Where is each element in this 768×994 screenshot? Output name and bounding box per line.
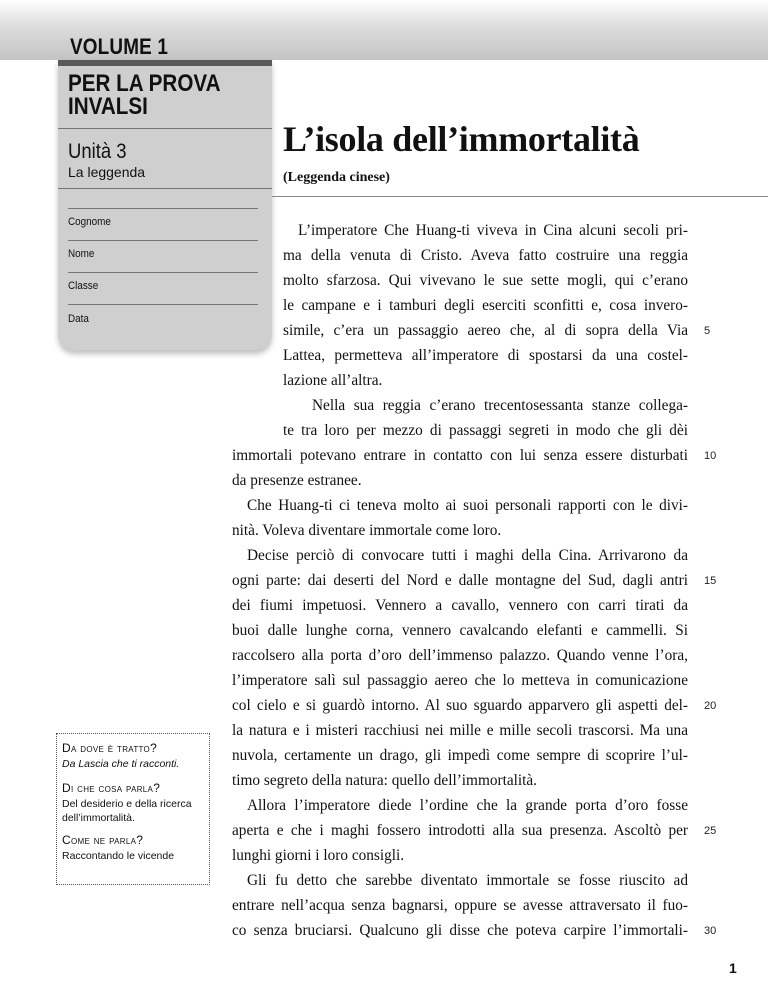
text-line: Allora l’imperatore diede l’ordine che la grande porta d’oro fosse xyxy=(247,797,688,814)
text-line: entrare nell’acqua senza bagnarsi, oppure se avesse attraversato il fuo- xyxy=(232,897,688,914)
text-line: molto sfarzosa. Qui vivevano le sue sette mogli, qui c’erano xyxy=(283,272,688,289)
text-line: la natura e i misteri racchiusi nei mille e mille secoli trascorsi. Ma una xyxy=(232,722,688,739)
text-line: co senza bruciarsi. Qualcuno gli disse che poteva carpire l’immortali- xyxy=(232,922,688,939)
line-number: 5 xyxy=(704,325,711,337)
text-line: nità. Voleva diventare immortale come loro. xyxy=(232,522,502,539)
text-line: ma della venuta di Cristo. Aveva fatto costruire una reggia xyxy=(283,247,688,264)
title-rule xyxy=(272,196,768,197)
info-answer-method: Raccontando le vicende xyxy=(62,850,175,862)
text-line: Decise perciò di convocare tutti i maghi della Cina. Arrivarono da xyxy=(247,547,688,564)
text-line: timo segreto della natura: quello dell’immortalità. xyxy=(232,772,537,789)
unit-label: Unità 3 xyxy=(68,140,127,163)
field-data-label: Data xyxy=(68,313,89,325)
text-line: Che Huang-ti ci teneva molto ai suoi personali rapporti con le divi- xyxy=(247,497,688,514)
text-line: simile, c’era un passaggio aereo che, al di sopra della Via xyxy=(283,322,688,339)
field-line xyxy=(68,240,258,241)
field-line xyxy=(68,272,258,273)
field-nome-label: Nome xyxy=(68,248,95,260)
line-number: 25 xyxy=(704,825,717,837)
info-question-source: Da dove è tratto? xyxy=(62,741,158,755)
field-cognome-label: Cognome xyxy=(68,216,111,228)
text-line: da presenze estranee. xyxy=(232,472,362,489)
line-number: 10 xyxy=(704,450,717,462)
info-question-topic: Di che cosa parla? xyxy=(62,781,161,795)
text-line: ogni parte: dai deserti del Nord e dalle montagne del Sud, dagli antri xyxy=(232,572,688,589)
text-line: col cielo e si guardò intorno. Al suo sguardo apparvero gli aspetti del- xyxy=(232,697,688,714)
text-line: Gli fu detto che sarebbe diventato immortale se fosse riuscito ad xyxy=(247,872,688,889)
field-line xyxy=(68,304,258,305)
article-title: L’isola dell’immortalità xyxy=(283,119,640,159)
unit-topic: La leggenda xyxy=(68,164,146,180)
text-line: buoi dalle lunghe corna, vennero cavalcando elefanti e cammelli. Si xyxy=(232,622,688,639)
text-line: nuvola, certamente un drago, gli impedì come sempre di scoprire l’ul- xyxy=(232,747,688,764)
volume-label: VOLUME 1 xyxy=(70,34,169,59)
text-line: lunghi giorni i loro consigli. xyxy=(232,847,405,864)
text-line: lazione all’altra. xyxy=(283,372,383,389)
text-line: Lattea, permetteva all’imperatore di spostarsi da una costel- xyxy=(283,347,688,364)
text-line: le campane e i tamburi degli eserciti sconfitti e, cosa invero- xyxy=(283,297,688,314)
info-question-method: Come ne parla? xyxy=(62,833,144,847)
line-number: 20 xyxy=(704,700,717,712)
field-line xyxy=(68,208,258,209)
sidebar-heading: PER LA PROVA INVALSI xyxy=(68,70,220,120)
sidebar-top-rule xyxy=(58,60,272,66)
text-line: aperta e che i maghi fossero introdotti alla sua presenza. Ascoltò per xyxy=(232,822,688,839)
line-number: 30 xyxy=(704,925,717,937)
text-line: immortali potevano entrare in contatto con lui senza essere disturbati xyxy=(232,447,688,464)
info-answer-topic: dell’immortalità. xyxy=(62,812,135,824)
text-line: dei fiumi impetuosi. Vennero a cavallo, vennero con carri tirati da xyxy=(232,597,688,614)
page-number: 1 xyxy=(729,960,737,976)
info-answer-source: Da Lascia che ti racconti. xyxy=(62,758,180,770)
text-line: L’imperatore Che Huang-ti viveva in Cina alcuni secoli pri- xyxy=(298,222,688,239)
text-line: Nella sua reggia c’erano trecentosessanta stanze collega- xyxy=(312,397,688,414)
line-number: 15 xyxy=(704,575,717,587)
text-line: raccolsero alla porta d’oro dell’immenso palazzo. Quando venne l’ora, xyxy=(232,647,688,664)
field-classe-label: Classe xyxy=(68,280,99,292)
article-subtitle: (Leggenda cinese) xyxy=(283,170,390,185)
info-answer-topic: Del desiderio e della ricerca xyxy=(62,798,192,810)
sidebar-divider xyxy=(58,188,272,189)
text-line: l’imperatore salì sul passaggio aereo che lo metteva in comunicazione xyxy=(232,672,688,689)
sidebar-divider xyxy=(58,128,272,129)
text-line: te tra loro per mezzo di passaggi segreti in modo che gli dèi xyxy=(283,422,688,439)
